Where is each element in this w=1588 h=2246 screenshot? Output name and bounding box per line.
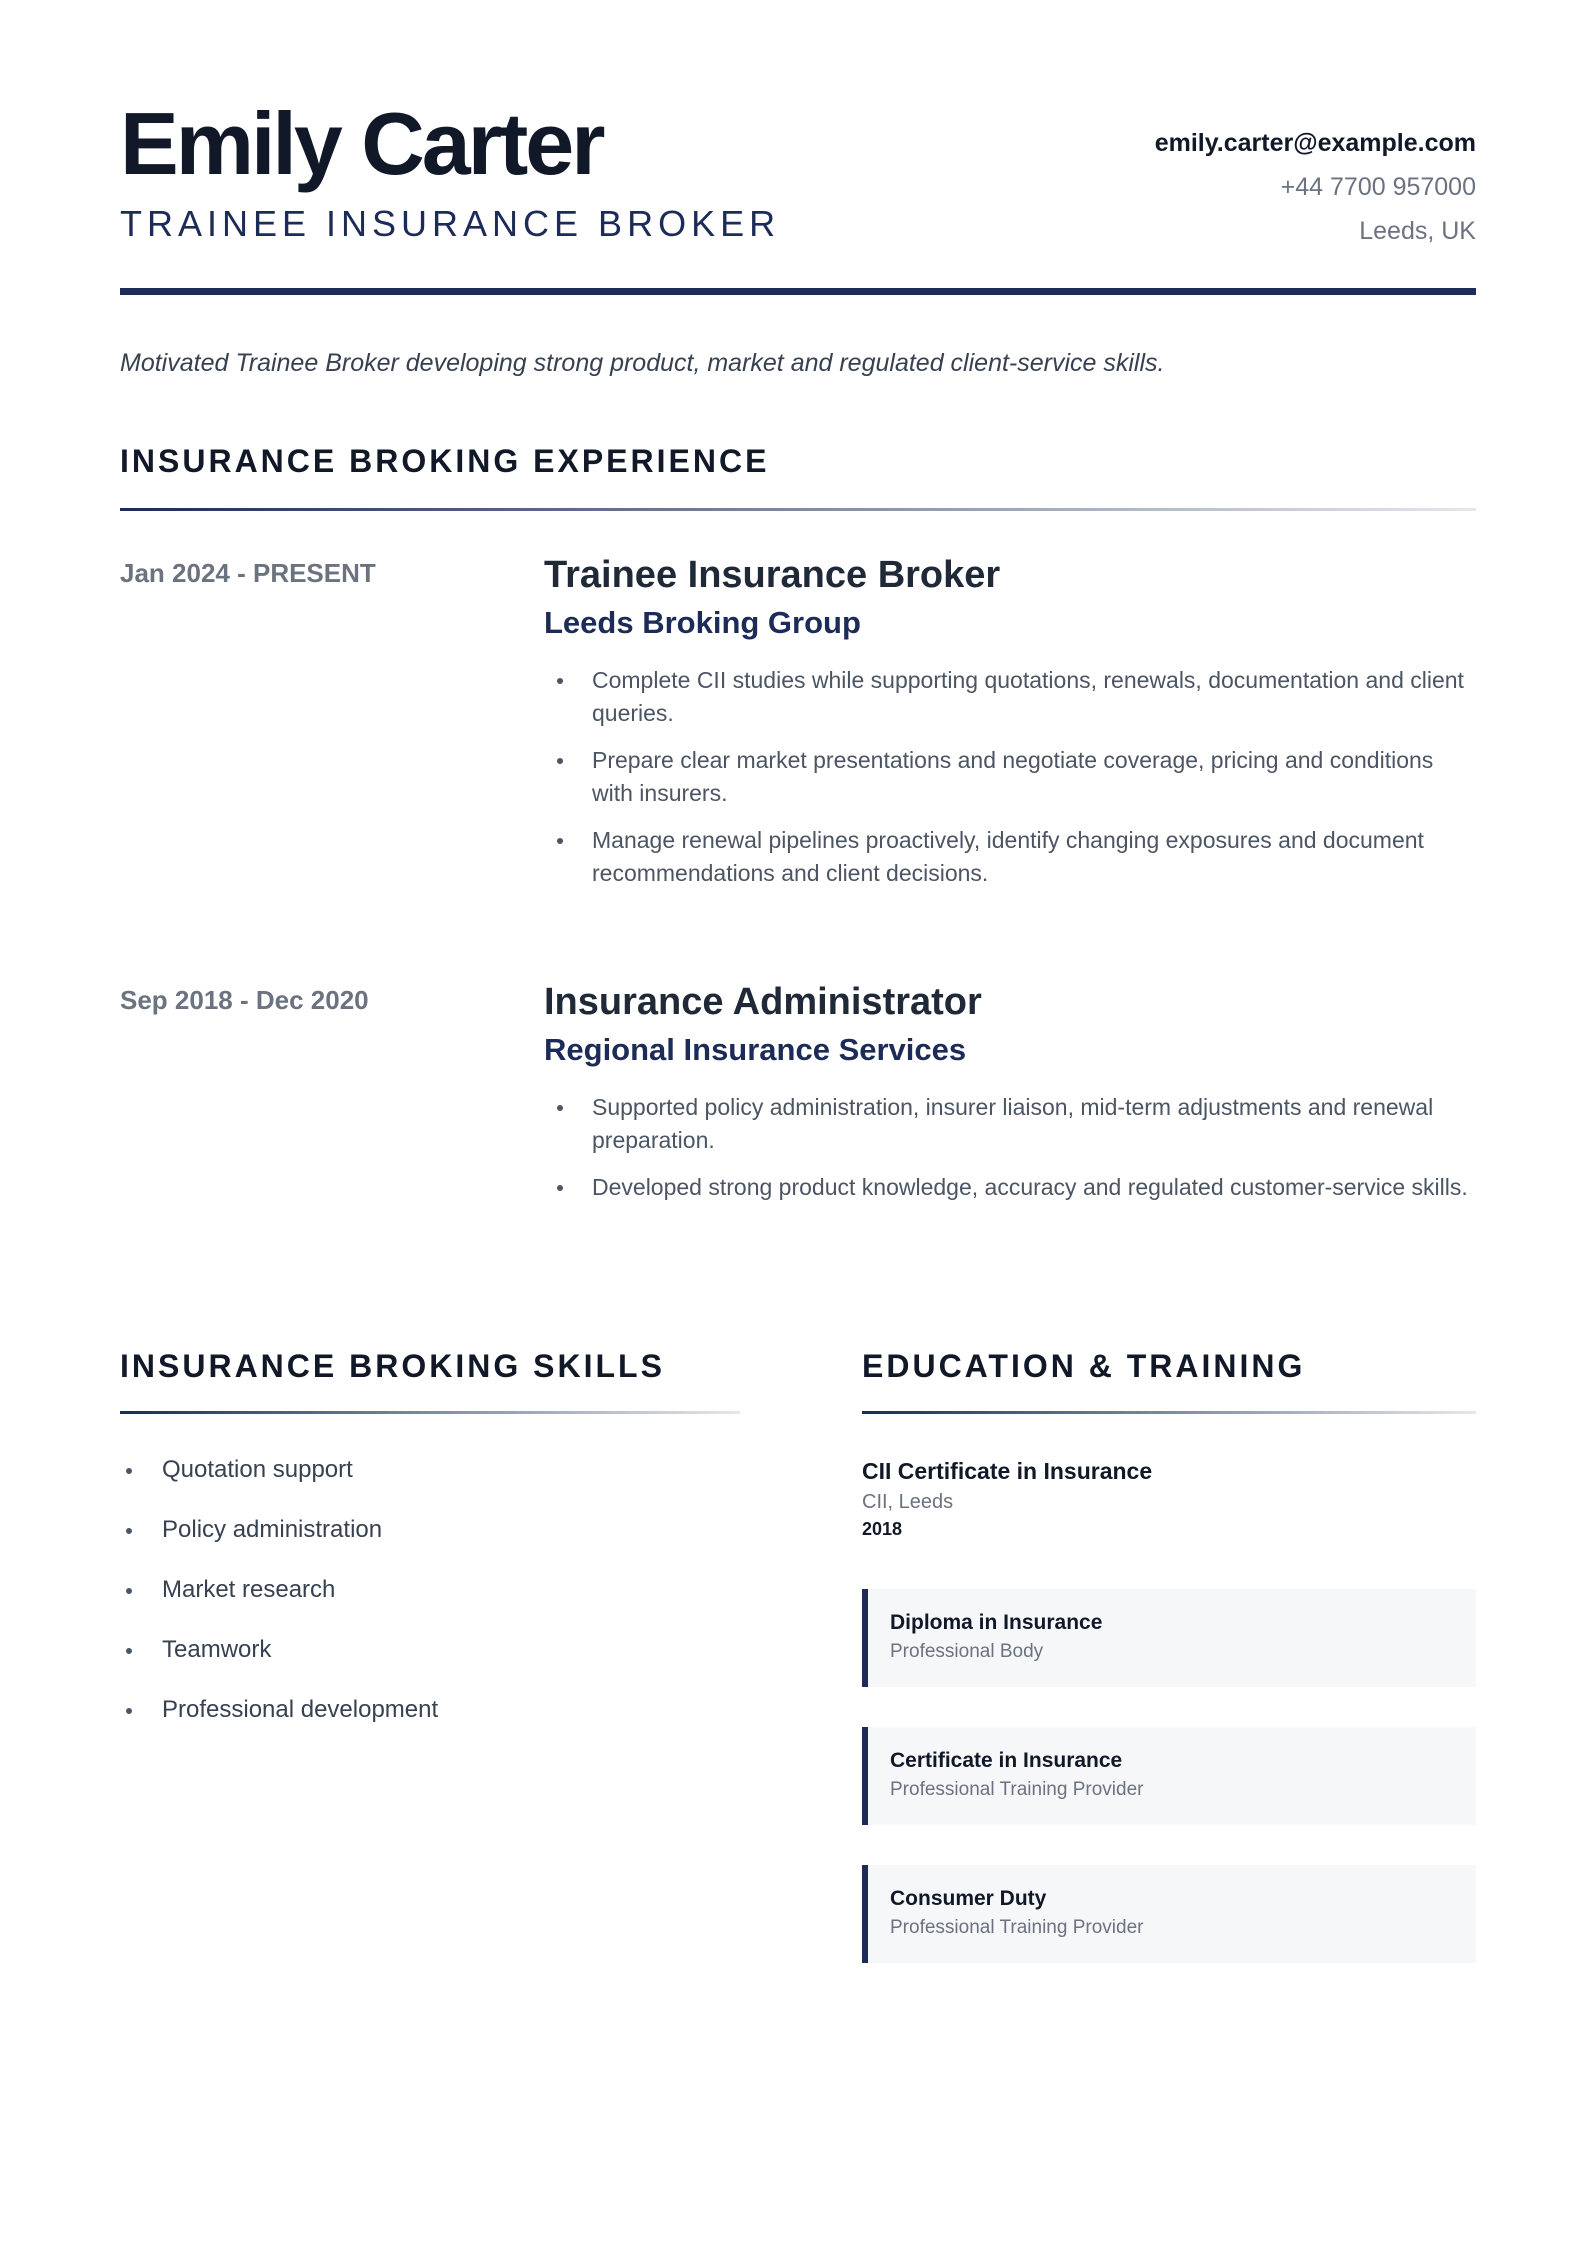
- skill-item: Quotation support: [120, 1454, 740, 1486]
- job-bullet: Prepare clear market presentations and negotiate coverage, pricing and conditions with insurers.: [544, 744, 1476, 810]
- education-institution: CII, Leeds: [862, 1491, 954, 1513]
- job-dates: Jan 2024 - PRESENT: [120, 558, 376, 588]
- education-divider: [862, 1411, 1476, 1414]
- skill-item: Teamwork: [120, 1634, 740, 1666]
- job-bullets: [544, 1091, 1476, 1204]
- job-bullet: Supported policy administration, insurer liaison, mid-term adjustments and renewal preparation.: [544, 1091, 1476, 1157]
- candidate-name: Emily Carter: [120, 94, 603, 193]
- skills-heading: INSURANCE BROKING SKILLS: [120, 1348, 665, 1384]
- education-entry: [862, 1456, 1476, 1542]
- job-role: Insurance Administrator: [544, 981, 982, 1023]
- skill-item: Professional development: [120, 1694, 740, 1726]
- training-title: Certificate in Insurance: [890, 1749, 1123, 1772]
- candidate-title: TRAINEE INSURANCE BROKER: [120, 203, 781, 244]
- job-dates: Sep 2018 - Dec 2020: [120, 985, 369, 1015]
- experience-divider: [120, 508, 1476, 511]
- training-provider: Professional Body: [890, 1641, 1044, 1662]
- skills-list: [120, 1454, 740, 1754]
- job-company: Regional Insurance Services: [544, 1032, 967, 1067]
- job-role: Trainee Insurance Broker: [544, 554, 1001, 596]
- training-card: [862, 1727, 1476, 1825]
- job-bullet: Developed strong product knowledge, accuracy and regulated customer-service skills.: [544, 1171, 1476, 1204]
- job-bullets: [544, 664, 1476, 890]
- education-title: CII Certificate in Insurance: [862, 1458, 1153, 1484]
- job-details: [544, 979, 1476, 1218]
- skill-item: Policy administration: [120, 1514, 740, 1546]
- experience-heading: INSURANCE BROKING EXPERIENCE: [120, 443, 770, 479]
- profile-summary: Motivated Trainee Broker developing strong product, market and regulated client-service skills.: [120, 349, 1165, 377]
- contact-phone[interactable]: +44 7700 957000: [1280, 173, 1476, 201]
- job-bullet: Manage renewal pipelines proactively, identify changing exposures and document recommendations and client decisions.: [544, 824, 1476, 890]
- training-provider: Professional Training Provider: [890, 1917, 1144, 1938]
- contact-email[interactable]: emily.carter@example.com: [1154, 129, 1476, 157]
- contact-location: Leeds, UK: [1359, 217, 1476, 245]
- training-provider: Professional Training Provider: [890, 1779, 1144, 1800]
- header-divider: [120, 288, 1476, 295]
- education-year: 2018: [862, 1519, 903, 1539]
- skill-item: Market research: [120, 1574, 740, 1606]
- training-card: [862, 1589, 1476, 1687]
- contact-block: [1155, 128, 1476, 260]
- training-card: [862, 1865, 1476, 1963]
- education-heading: EDUCATION & TRAINING: [862, 1348, 1306, 1384]
- job-company: Leeds Broking Group: [544, 605, 861, 640]
- resume-header: [120, 92, 1476, 252]
- skills-divider: [120, 1411, 740, 1414]
- job-details: [544, 552, 1476, 904]
- job-bullet: Complete CII studies while supporting quotations, renewals, documentation and client queries.: [544, 664, 1476, 730]
- training-title: Consumer Duty: [890, 1887, 1047, 1910]
- training-title: Diploma in Insurance: [890, 1611, 1103, 1634]
